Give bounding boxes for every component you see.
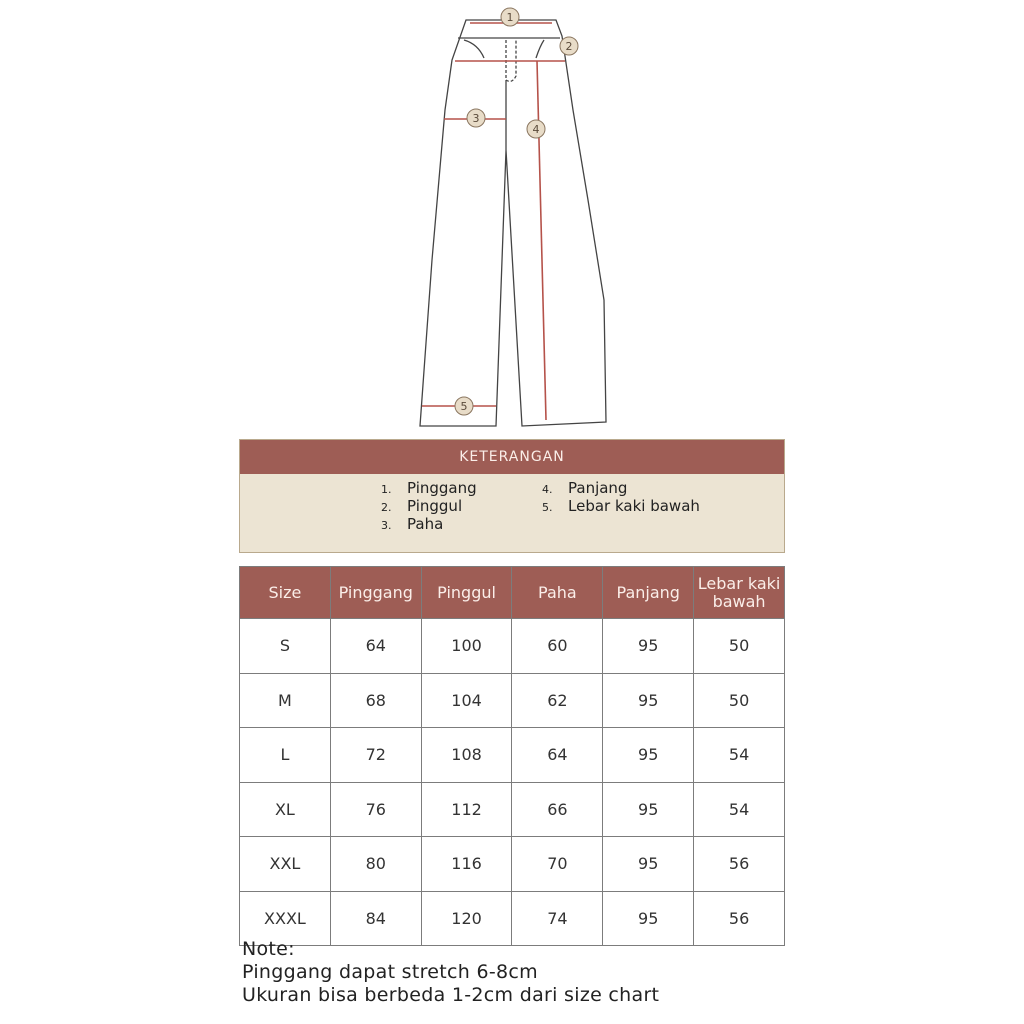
cell-paha: 66 — [512, 782, 603, 837]
cell-paha: 70 — [512, 837, 603, 892]
cell-panjang: 95 — [603, 782, 694, 837]
cell-size: L — [240, 728, 331, 783]
marker-1: 1 — [506, 11, 514, 24]
cell-panjang: 95 — [603, 837, 694, 892]
keterangan-title: KETERANGAN — [240, 440, 784, 474]
legend-item — [381, 480, 477, 498]
cell-lebar-kaki-bawah: 54 — [694, 728, 785, 783]
cell-size: S — [240, 619, 331, 674]
legend-num: 5. — [542, 501, 553, 514]
note-block — [242, 938, 659, 1007]
table-row — [240, 673, 785, 728]
legend-num: 3. — [381, 519, 392, 532]
cell-size: M — [240, 673, 331, 728]
note-line-2: Ukuran bisa berbeda 1-2cm dari size chart — [242, 984, 660, 1006]
table-row — [240, 619, 785, 674]
legend-item — [381, 498, 477, 516]
cell-lebar-kaki-bawah: 56 — [694, 891, 785, 946]
legend-num: 4. — [542, 483, 553, 496]
legend-item — [542, 480, 700, 498]
legend-item — [542, 498, 700, 516]
measure-line-4 — [537, 61, 546, 420]
keterangan-panel — [239, 439, 785, 553]
marker-2: 2 — [565, 40, 573, 53]
cell-lebar-kaki-bawah: 54 — [694, 782, 785, 837]
cell-lebar-kaki-bawah: 50 — [694, 619, 785, 674]
cell-pinggang: 76 — [330, 782, 421, 837]
header-panjang: Panjang — [603, 567, 694, 619]
cell-panjang: 95 — [603, 728, 694, 783]
size-chart-table — [239, 566, 785, 946]
marker-5: 5 — [460, 400, 468, 413]
keterangan-left — [381, 480, 477, 534]
header-pinggang: Pinggang — [330, 567, 421, 619]
cell-panjang: 95 — [603, 619, 694, 674]
cell-paha: 62 — [512, 673, 603, 728]
table-row — [240, 782, 785, 837]
cell-size: XXXL — [240, 891, 331, 946]
cell-pinggul: 120 — [421, 891, 512, 946]
legend-label: Panjang — [568, 479, 628, 497]
legend-label: Pinggul — [407, 497, 463, 515]
cell-panjang: 95 — [603, 673, 694, 728]
cell-paha: 74 — [512, 891, 603, 946]
legend-num: 1. — [381, 483, 392, 496]
pants-diagram — [400, 0, 630, 440]
cell-pinggang: 84 — [330, 891, 421, 946]
legend-label: Paha — [407, 515, 444, 533]
legend-label: Lebar kaki bawah — [568, 497, 700, 515]
table-row — [240, 837, 785, 892]
cell-pinggul: 104 — [421, 673, 512, 728]
header-lebar-kaki-bawah: Lebar kaki bawah — [694, 567, 785, 619]
legend-num: 2. — [381, 501, 392, 514]
cell-pinggul: 116 — [421, 837, 512, 892]
cell-lebar-kaki-bawah: 50 — [694, 673, 785, 728]
table-row — [240, 728, 785, 783]
note-line-1: Pinggang dapat stretch 6-8cm — [242, 961, 538, 983]
header-paha: Paha — [512, 567, 603, 619]
cell-paha: 60 — [512, 619, 603, 674]
cell-size: XL — [240, 782, 331, 837]
cell-pinggang: 72 — [330, 728, 421, 783]
cell-paha: 64 — [512, 728, 603, 783]
cell-panjang: 95 — [603, 891, 694, 946]
keterangan-right — [542, 480, 700, 516]
cell-size: XXL — [240, 837, 331, 892]
table-header-row — [240, 567, 785, 619]
cell-pinggang: 64 — [330, 619, 421, 674]
cell-pinggul: 100 — [421, 619, 512, 674]
marker-4: 4 — [532, 123, 540, 136]
header-size: Size — [240, 567, 331, 619]
cell-pinggul: 108 — [421, 728, 512, 783]
pocket-right — [536, 40, 544, 58]
legend-label: Pinggang — [407, 479, 477, 497]
cell-pinggul: 112 — [421, 782, 512, 837]
header-pinggul: Pinggul — [421, 567, 512, 619]
marker-3: 3 — [472, 112, 480, 125]
note-title: Note: — [242, 938, 295, 960]
legend-item — [381, 516, 477, 534]
cell-pinggang: 68 — [330, 673, 421, 728]
pocket-left — [464, 40, 484, 58]
cell-pinggang: 80 — [330, 837, 421, 892]
cell-lebar-kaki-bawah: 56 — [694, 837, 785, 892]
